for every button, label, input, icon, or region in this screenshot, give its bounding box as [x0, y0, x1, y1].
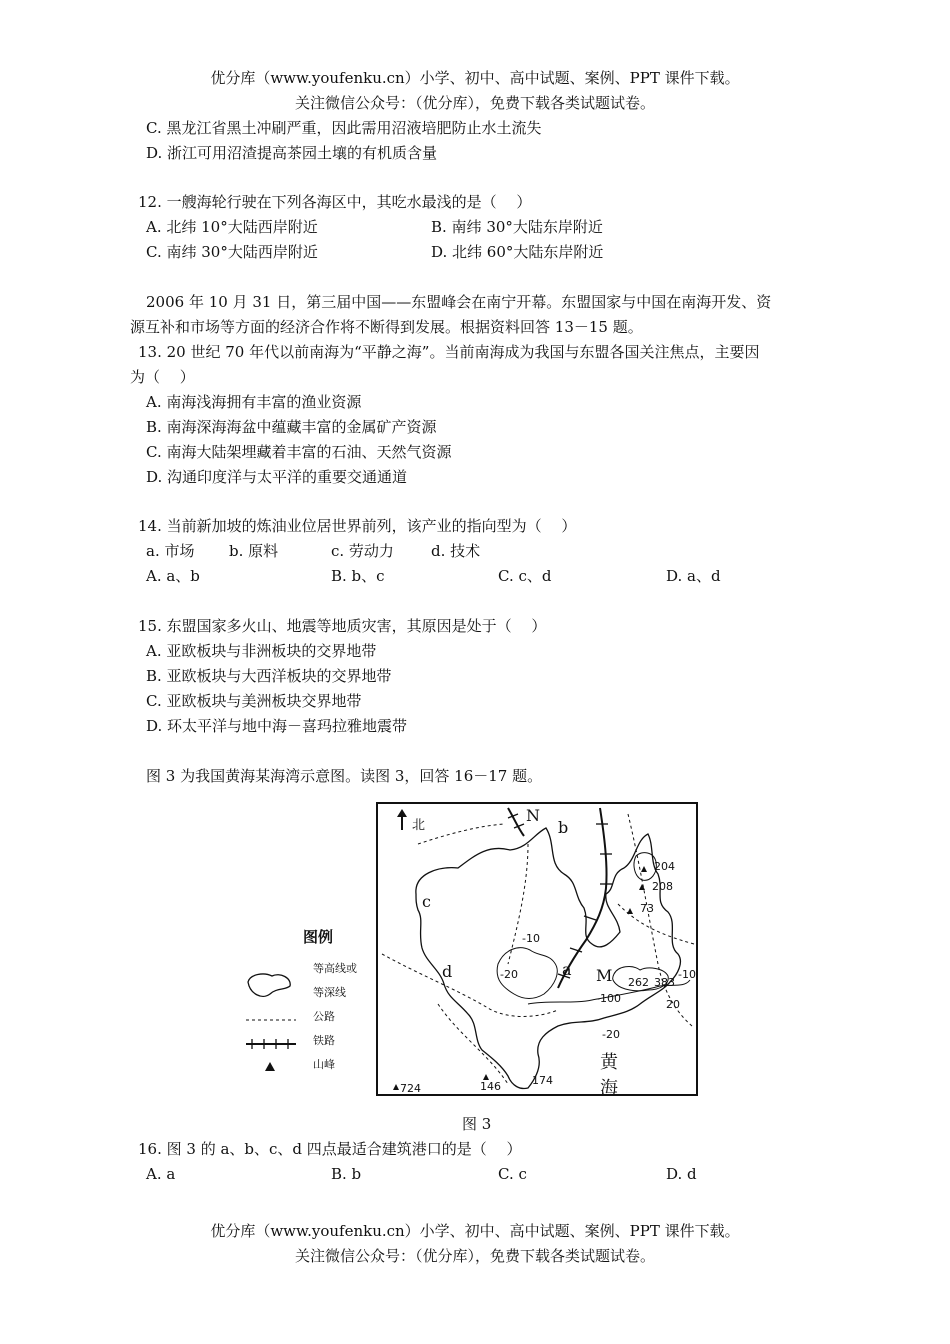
elevation-724: 724	[400, 1082, 421, 1095]
legend-title: 图例	[303, 928, 334, 946]
road-4	[508, 844, 528, 964]
north-label: 北	[412, 818, 426, 833]
q13-option-b: B. 南海深海海盆中蕴藏丰富的金属矿产资源	[146, 418, 437, 436]
map-label-d: d	[442, 962, 453, 981]
q13-option-c: C. 南海大陆架埋藏着丰富的石油、天然气资源	[146, 443, 452, 461]
footer-line-1: 优分库（www.youfenku.cn）小学、初中、高中试题、案例、PPT 课件下载。	[210, 1222, 740, 1240]
q14-sub-b: b. 原料	[229, 542, 279, 560]
railway-line-northwest	[508, 808, 524, 836]
q15-stem: 15. 东盟国家多火山、地震等地质灾害，其原因是处于（ ）	[138, 617, 547, 635]
legend-road-label: 公路	[313, 1010, 335, 1023]
elevation-208: 208	[652, 880, 673, 893]
figure-intro: 图 3 为我国黄海某海湾示意图。读图 3，回答 16－17 题。	[146, 767, 543, 785]
header-line-1: 优分库（www.youfenku.cn）小学、初中、高中试题、案例、PPT 课件下载。	[210, 69, 740, 87]
legend-rail-symbol	[246, 1039, 296, 1049]
figure-3-map	[376, 802, 698, 1099]
q14-option-b: B. b、c	[331, 567, 385, 585]
elevation-73: 73	[640, 902, 654, 915]
legend-symbols	[240, 960, 310, 1080]
peak-208	[639, 884, 645, 890]
prev-option-d: D. 浙江可用沼渣提高茶园土壤的有机质含量	[146, 144, 438, 162]
elevation-146: 146	[480, 1080, 501, 1093]
q12-option-d: D. 北纬 60°大陆东岸附近	[431, 243, 604, 261]
peak-724	[393, 1084, 399, 1090]
q12-stem: 12. 一艘海轮行驶在下列各海区中，其吃水最浅的是（ ）	[138, 193, 532, 211]
q14-option-a: A. a、b	[146, 567, 200, 585]
header-line-2: 关注微信公众号：（优分库），免费下载各类试题试卷。	[294, 94, 655, 112]
sea-label-2: 海	[600, 1078, 654, 1099]
legend-rail-label: 铁路	[313, 1034, 335, 1047]
q16-stem: 16. 图 3 的 a、b、c、d 四点最适合建筑港口的是（ ）	[138, 1140, 522, 1158]
q14-option-c: C. c、d	[498, 567, 552, 585]
q13-option-a: A. 南海浅海拥有丰富的渔业资源	[146, 393, 362, 411]
q16-option-b: B. b	[331, 1165, 362, 1183]
q16-option-a: A. a	[146, 1165, 176, 1183]
q14-sub-a: a. 市场	[146, 542, 195, 560]
q13-option-d: D. 沟通印度洋与太平洋的重要交通通道	[146, 468, 408, 486]
q12-option-a: A. 北纬 10°大陆西岸附近	[146, 218, 318, 236]
depth-20-east: 20	[666, 998, 680, 1011]
sea-label-1: 黄	[600, 1052, 654, 1073]
depth-minus-20-south: -20	[602, 1028, 620, 1041]
figure-caption: 图 3	[462, 1115, 492, 1133]
material-line-1: 2006 年 10 月 31 日，第三届中国——东盟峰会在南宁开幕。东盟国家与中国在南海开发、资	[146, 293, 772, 311]
q16-option-d: D. d	[666, 1165, 697, 1183]
road-1	[382, 954, 558, 1017]
depth-minus-10-east: -10	[678, 968, 696, 981]
legend-peak-label: 山峰	[313, 1058, 335, 1071]
elevation-383: 383	[654, 976, 675, 989]
peak-73	[627, 908, 633, 914]
legend-contour-label-1: 等高线或	[313, 962, 357, 975]
legend-contour-symbol	[248, 974, 290, 996]
map-label-a: a	[562, 960, 572, 979]
q15-option-c: C. 亚欧板块与美洲板块交界地带	[146, 692, 362, 710]
legend-peak-symbol	[265, 1062, 275, 1071]
footer-line-2: 关注微信公众号：（优分库），免费下载各类试题试卷。	[294, 1247, 655, 1265]
peak-204	[641, 866, 647, 872]
q14-sub-d: d. 技术	[431, 542, 481, 560]
map-label-n: N	[526, 806, 540, 825]
q15-option-d: D. 环太平洋与地中海－喜玛拉雅地震带	[146, 717, 408, 735]
prev-option-c: C. 黑龙江省黑土冲刷严重，因此需用沼液培肥防止水土流失	[146, 119, 542, 137]
q14-option-d: D. a、d	[666, 567, 721, 585]
map-label-b: b	[558, 818, 569, 837]
elevation-174: 174	[532, 1074, 553, 1087]
q13-stem-line-1: 13. 20 世纪 70 年代以前南海为“平静之海”。当前南海成为我国与东盟各国关注焦点，主要因	[138, 343, 760, 361]
north-arrow-icon	[397, 809, 407, 830]
map-label-yellow-sea	[600, 1048, 696, 1100]
map-label-m: M	[596, 966, 613, 985]
q12-option-b: B. 南纬 30°大陆东岸附近	[431, 218, 603, 236]
legend-contour-label-2: 等深线	[313, 986, 346, 999]
q14-sub-c: c. 劳动力	[331, 542, 394, 560]
depth-minus-100: -100	[596, 992, 621, 1005]
road-5	[438, 1004, 508, 1084]
depth-minus-10: -10	[522, 932, 540, 945]
elevation-262: 262	[628, 976, 649, 989]
elevation-204: 204	[654, 860, 675, 873]
q16-option-c: C. c	[498, 1165, 527, 1183]
depth-minus-20: -20	[500, 968, 518, 981]
q12-option-c: C. 南纬 30°大陆西岸附近	[146, 243, 318, 261]
material-line-2: 源互补和市场等方面的经济合作将不断得到发展。根据资料回答 13－15 题。	[130, 318, 643, 336]
q14-stem: 14. 当前新加坡的炼油业位居世界前列，该产业的指向型为（ ）	[138, 517, 577, 535]
q13-stem-line-2: 为（ ）	[130, 368, 195, 386]
map-label-c: c	[422, 892, 431, 911]
road-2	[418, 824, 504, 844]
q15-option-a: A. 亚欧板块与非洲板块的交界地带	[146, 642, 377, 660]
q15-option-b: B. 亚欧板块与大西洋板块的交界地带	[146, 667, 392, 685]
